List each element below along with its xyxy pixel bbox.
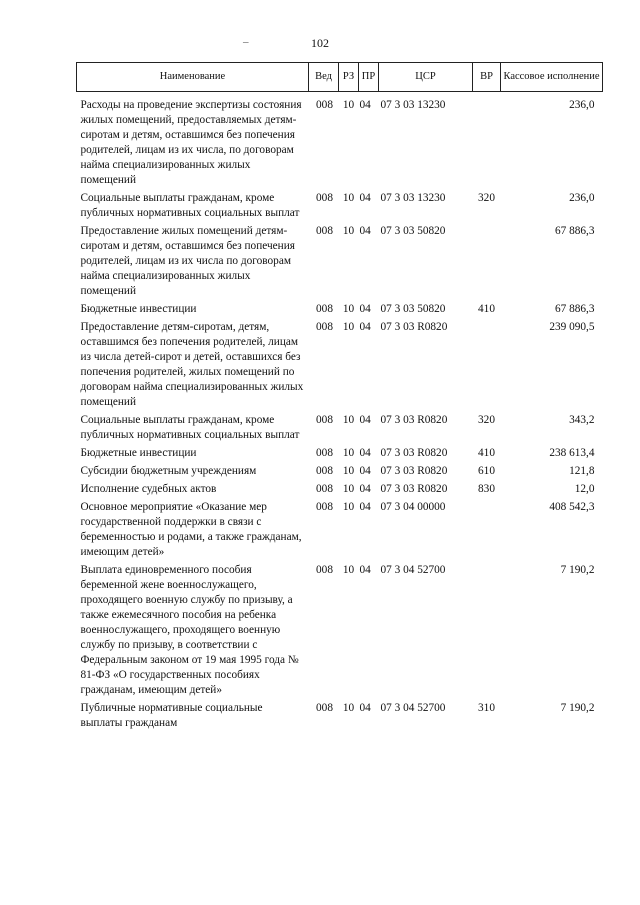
row-amount-cell: 7 190,2 (560, 564, 595, 576)
row-rz-cell: 10 (342, 414, 355, 426)
row-csr-cell: 07 3 03 R0820 (380, 483, 448, 495)
page-number: 102 (311, 36, 329, 50)
row-pr-cell: 04 (359, 564, 371, 576)
row-pr-cell: 04 (359, 192, 371, 204)
row-csr-cell: 07 3 03 R0820 (380, 321, 448, 333)
column-header-ved: Вед (309, 63, 339, 92)
row-rz-cell: 10 (342, 501, 355, 513)
table-row (77, 302, 603, 320)
row-rz-cell: 10 (342, 483, 355, 495)
row-name-cell: Публичные нормативные социальные выплаты гражданам (80, 702, 263, 729)
header-dash: – (243, 36, 249, 48)
row-vr-cell (473, 320, 501, 413)
row-name-cell: Выплата единовременного пособия беременной жене военнослужащего, проходящего военную службу по призыву, а также ежемесячного пособия на ребенка военнослужащего, проходящего военную службу по призыву, в соответствии с Федеральным законом от 19 мая 1995 года № 81-ФЗ «О государственных пособиях гражданам, имеющим детей» (80, 564, 299, 696)
row-pr-cell: 04 (359, 303, 371, 315)
row-pr-cell: 04 (359, 702, 371, 714)
table-row (77, 563, 603, 701)
column-header-vr: ВР (473, 63, 501, 92)
table-row (77, 191, 603, 224)
row-amount-cell: 7 190,2 (560, 702, 595, 714)
row-vr-cell: 830 (478, 483, 495, 495)
row-ved-cell: 008 (316, 303, 333, 315)
row-vr-cell (473, 500, 501, 563)
row-csr-cell: 07 3 03 R0820 (380, 465, 448, 477)
row-rz-cell: 10 (342, 465, 355, 477)
table-row (77, 98, 603, 191)
row-vr-cell: 610 (478, 465, 495, 477)
row-pr-cell: 04 (359, 483, 371, 495)
column-header-pr: ПР (359, 63, 379, 92)
row-name-cell: Расходы на проведение экспертизы состояния жилых помещений, предоставляемых детям-сиротам и детям, оставшимся без попечения родителей, лицам из их числа, по договорам найма специализированных жилых помещений (80, 99, 302, 186)
row-ved-cell: 008 (316, 483, 333, 495)
row-name-cell: Основное мероприятие «Оказание мер государственной поддержки в связи с беременностью и родами, а также гражданам, имеющим детей» (80, 501, 302, 558)
row-vr-cell (473, 563, 501, 701)
row-csr-cell: 07 3 04 52700 (380, 564, 446, 576)
row-vr-cell: 310 (478, 702, 495, 714)
row-amount-cell: 236,0 (569, 192, 595, 204)
row-rz-cell: 10 (342, 702, 355, 714)
row-csr-cell: 07 3 03 R0820 (380, 447, 448, 459)
row-name-cell: Предоставление жилых помещений детям-сиротам и детям, оставшимся без попечения родителей, лицам из их числа по договорам найма специализированных жилых помещений (80, 225, 295, 297)
row-pr-cell: 04 (359, 501, 371, 513)
row-name-cell: Бюджетные инвестиции (80, 447, 197, 459)
row-amount-cell: 236,0 (569, 99, 595, 111)
row-vr-cell: 410 (478, 303, 495, 315)
row-amount-cell: 12,0 (574, 483, 595, 495)
row-csr-cell: 07 3 04 52700 (380, 702, 446, 714)
row-amount-cell: 238 613,4 (549, 447, 595, 459)
row-ved-cell: 008 (316, 99, 333, 111)
row-csr-cell: 07 3 03 13230 (380, 99, 446, 111)
column-header-amount: Кассовое исполнение (501, 63, 603, 92)
row-csr-cell: 07 3 04 00000 (380, 501, 446, 513)
row-ved-cell: 008 (316, 564, 333, 576)
table-row (77, 701, 603, 734)
row-ved-cell: 008 (316, 414, 333, 426)
row-name-cell: Социальные выплаты гражданам, кроме публичных нормативных социальных выплат (80, 414, 300, 441)
row-vr-cell (473, 224, 501, 302)
row-vr-cell (473, 98, 501, 191)
row-csr-cell: 07 3 03 R0820 (380, 414, 448, 426)
row-amount-cell: 343,2 (569, 414, 595, 426)
table-row (77, 464, 603, 482)
table-row (77, 413, 603, 446)
row-pr-cell: 04 (359, 465, 371, 477)
row-ved-cell: 008 (316, 447, 333, 459)
row-amount-cell: 121,8 (569, 465, 595, 477)
table-row (77, 482, 603, 500)
row-rz-cell: 10 (342, 447, 355, 459)
row-pr-cell: 04 (359, 225, 371, 237)
table-row (77, 446, 603, 464)
row-rz-cell: 10 (342, 303, 355, 315)
row-vr-cell: 410 (478, 447, 495, 459)
row-name-cell: Бюджетные инвестиции (80, 303, 197, 315)
row-name-cell: Исполнение судебных актов (80, 483, 217, 495)
row-vr-cell: 320 (478, 414, 495, 426)
row-ved-cell: 008 (316, 702, 333, 714)
row-pr-cell: 04 (359, 447, 371, 459)
row-ved-cell: 008 (316, 465, 333, 477)
row-name-cell: Субсидии бюджетным учреждениям (80, 465, 257, 477)
row-csr-cell: 07 3 03 50820 (380, 303, 446, 315)
row-vr-cell: 320 (478, 192, 495, 204)
row-name-cell: Предоставление детям-сиротам, детям, оставшимся без попечения родителей, лицам из числа детей-сирот и детей, оставшихся без попечения родителей, жилых помещений по договорам найма специализированных жилых помещений (80, 321, 304, 408)
row-pr-cell: 04 (359, 321, 371, 333)
table-body (77, 92, 603, 735)
table-header (77, 63, 603, 92)
row-amount-cell: 239 090,5 (549, 321, 595, 333)
row-rz-cell: 10 (342, 225, 355, 237)
table-row (77, 320, 603, 413)
row-rz-cell: 10 (342, 99, 355, 111)
column-header-name: Наименование (77, 63, 309, 92)
row-pr-cell: 04 (359, 414, 371, 426)
row-amount-cell: 67 886,3 (554, 225, 595, 237)
row-rz-cell: 10 (342, 192, 355, 204)
table-row (77, 224, 603, 302)
row-amount-cell: 67 886,3 (554, 303, 595, 315)
column-header-rz: РЗ (339, 63, 359, 92)
row-amount-cell: 408 542,3 (549, 501, 595, 513)
row-ved-cell: 008 (316, 225, 333, 237)
row-csr-cell: 07 3 03 13230 (380, 192, 446, 204)
column-header-csr: ЦСР (379, 63, 473, 92)
row-rz-cell: 10 (342, 321, 355, 333)
row-csr-cell: 07 3 03 50820 (380, 225, 446, 237)
row-name-cell: Социальные выплаты гражданам, кроме публичных нормативных социальных выплат (80, 192, 300, 219)
row-rz-cell: 10 (342, 564, 355, 576)
row-ved-cell: 008 (316, 321, 333, 333)
row-pr-cell: 04 (359, 99, 371, 111)
budget-table-container (76, 62, 602, 734)
row-ved-cell: 008 (316, 192, 333, 204)
budget-table (76, 62, 603, 734)
table-row (77, 500, 603, 563)
row-ved-cell: 008 (316, 501, 333, 513)
